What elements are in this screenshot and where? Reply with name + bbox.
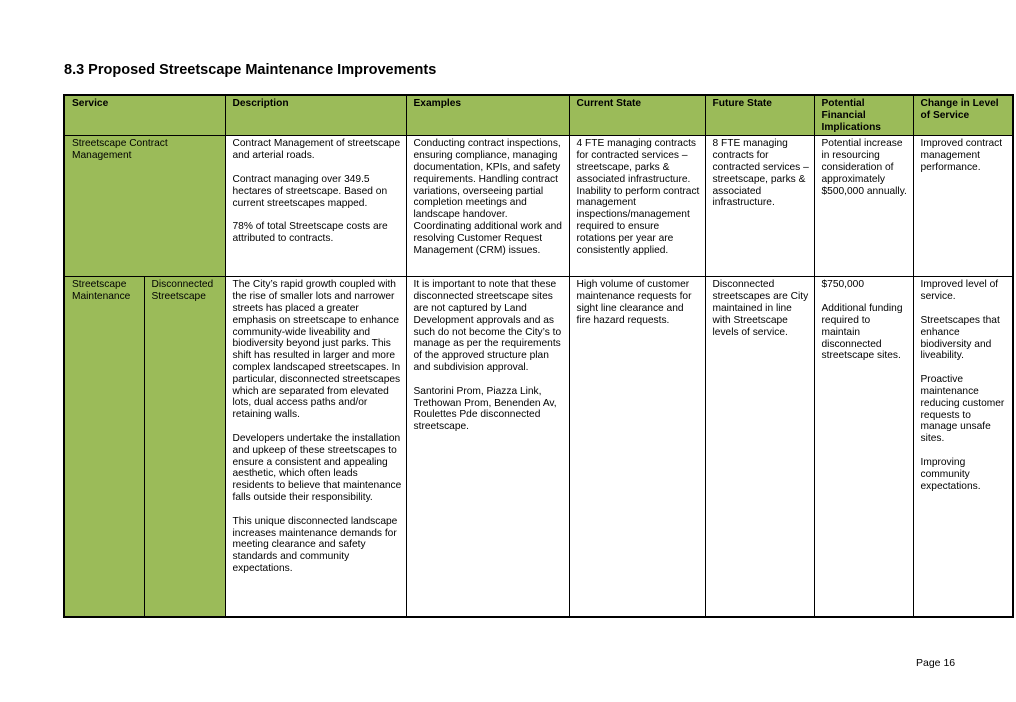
row1-description <box>225 136 406 277</box>
row2-examples-p2: Santorini Prom, Piazza Link, Trethowan Prom, Benenden Av, Roulettes Pde disconnected streetscape. <box>413 385 557 433</box>
header-financial-implications: Potential Financial Implications <box>814 95 913 136</box>
row1-description-p3: 78% of total Streetscape costs are attributed to contracts. <box>232 221 388 245</box>
row2-description-p3: This unique disconnected landscape increases maintenance demands for meeting clearance and safety standards and community expectations. <box>232 515 398 574</box>
row1-examples: Conducting contract inspections, ensuring compliance, managing documentation, KPIs, and safety requirements. Handling contract variations, overseeing partial completion meetings and landscape handover. Coordinating additional work and resolving Customer Request Management (CRM) issues. <box>406 136 569 277</box>
header-current-state: Current State <box>569 95 705 136</box>
row2-change-in-level-of-service <box>913 277 1013 618</box>
table-header-row <box>64 95 1013 136</box>
row1-description-p1: Contract Management of streetscape and arterial roads. <box>232 138 401 162</box>
row2-description-p1: The City’s rapid growth coupled with the rise of smaller lots and narrower streets has placed a greater emphasis on streetscape to enhance community-wide liveability and biodiversity beyond just parks. This shift has resulted in larger and more complex landscaped streetscapes. In particular, disconnected streetscapes which are separated from elevated lots, dual access paths and/or retaining walls. <box>232 279 401 421</box>
row2-financial-implications <box>814 277 913 618</box>
header-future-state: Future State <box>705 95 814 136</box>
row1-change-in-level-of-service: Improved contract management performance. <box>913 136 1013 277</box>
row1-description-p2: Contract managing over 349.5 hectares of streetscape. Based on current streetscapes mapped. <box>232 173 388 209</box>
row2-description-p2: Developers undertake the installation and upkeep of these streetscapes to ensure a consistent and appealing aesthetic, which often leads residents to believe that maintenance falls outside their responsibility. <box>232 432 402 503</box>
page-title: 8.3 Proposed Streetscape Maintenance Improvements <box>64 62 437 78</box>
header-examples: Examples <box>406 95 569 136</box>
row1-service: Streetscape Contract Management <box>64 136 225 277</box>
row2-sub-service: Disconnected Streetscape <box>144 277 225 618</box>
row1-current-state: 4 FTE managing contracts for contracted services – streetscape, parks & associated infrastructure. Inability to perform contract management inspections/management required to ensure rotations per year are consistently applied. <box>569 136 705 277</box>
row1-future-state: 8 FTE managing contracts for contracted services – streetscape, parks & associated infrastructure. <box>705 136 814 277</box>
header-description: Description <box>225 95 406 136</box>
table-row-disconnected-streetscape <box>64 277 1013 618</box>
header-service: Service <box>64 95 225 136</box>
row2-change-p3: Proactive maintenance reducing customer requests to manage unsafe sites. <box>920 374 1005 445</box>
row2-examples <box>406 277 569 618</box>
table-row-contract-management <box>64 136 1013 277</box>
row2-current-state: High volume of customer maintenance requests for sight line clearance and fire hazard requests. <box>569 277 705 618</box>
row2-future-state: Disconnected streetscapes are City maintained in line with Streetscape levels of service. <box>705 277 814 618</box>
row2-change-p2: Streetscapes that enhance biodiversity and liveability. <box>920 314 1000 362</box>
row1-financial-implications: Potential increase in resourcing consideration of approximately $500,000 annually. <box>814 136 913 277</box>
row2-financial-amount: $750,000 <box>821 279 865 291</box>
page-number: Page 16 <box>916 657 956 669</box>
row2-change-p1: Improved level of service. <box>920 279 999 303</box>
row2-service: Streetscape Maintenance <box>64 277 144 618</box>
header-change-in-level-of-service: Change in Level of Service <box>913 95 1013 136</box>
row2-change-p4: Improving community expectations. <box>920 456 981 492</box>
row2-financial-note: Additional funding required to maintain disconnected streetscape sites. <box>821 303 903 362</box>
streetscape-improvements-table <box>63 94 1014 618</box>
row2-examples-p1: It is important to note that these disconnected streetscape sites are not captured by Land Development approvals and as such do not become the City’s to manage as per the requirements of the approved structure plan and subdivision approval. <box>413 279 562 373</box>
row2-description <box>225 277 406 618</box>
